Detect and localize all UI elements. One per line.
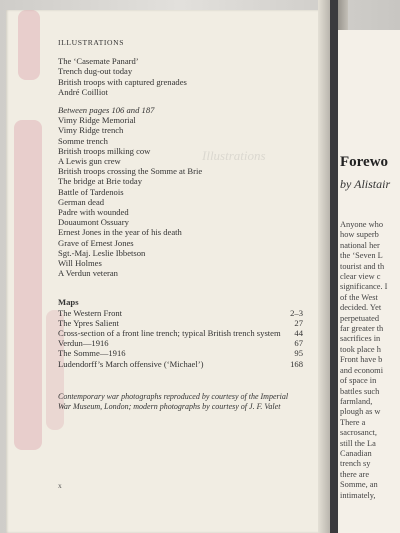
foreword-text <box>340 220 400 501</box>
map-page-number: 95 <box>294 348 303 359</box>
book-binding <box>330 0 338 533</box>
illustrations-heading: ILLUSTRATIONS <box>58 38 125 47</box>
map-label: The Western Front <box>58 307 123 318</box>
pink-stain-top <box>18 10 40 80</box>
list-item: Sgt.-Maj. Leslie Ibbetson <box>58 247 146 258</box>
map-label: Ludendorff’s March offensive (‘Michael’) <box>58 358 204 369</box>
list-item: British troops with captured grenades <box>58 76 187 87</box>
maps-heading: Maps <box>58 297 79 308</box>
text-line: took place h <box>340 344 381 354</box>
text-line: sacrifices in <box>340 334 381 344</box>
list-item: German dead <box>58 196 105 207</box>
illustrations-list-content <box>58 38 318 412</box>
map-page-number: 27 <box>294 317 303 328</box>
text-line: perpetuated <box>340 313 380 323</box>
map-entry <box>58 308 303 318</box>
foreword-title: Forewo <box>340 154 389 170</box>
text-line: national her <box>340 240 380 250</box>
list-item: André Coilliot <box>58 86 108 97</box>
list-item: Douaumont Ossuary <box>58 217 129 228</box>
map-page-number: 168 <box>290 358 303 369</box>
list-item: Somme trench <box>58 135 108 146</box>
list-item: The bridge at Brie today <box>58 176 142 187</box>
text-line: clear view c <box>340 272 381 282</box>
list-item: Trench dug-out today <box>58 66 133 77</box>
text-line: and economi <box>340 365 384 375</box>
map-entry <box>58 328 303 338</box>
list-item: Padre with wounded <box>58 207 129 218</box>
text-line: still the La <box>340 438 376 448</box>
text-line: There a <box>340 417 366 427</box>
text-line: the ‘Seven L <box>340 251 383 261</box>
list-item: Will Holmes <box>58 258 102 269</box>
list-item: The ‘Casemate Panard’ <box>58 56 139 67</box>
text-line: intimately, <box>340 490 376 500</box>
credit-line: War Museum, London; modern photographs by courtesy of J. F. Valet <box>58 401 281 411</box>
list-item: Vimy Ridge trench <box>58 125 124 136</box>
between-pages-note: Between pages 106 and 187 <box>58 105 155 116</box>
map-entry <box>58 348 303 358</box>
illustrations-list-b <box>58 115 318 278</box>
text-line: there are <box>340 469 370 479</box>
text-line: Anyone who <box>340 220 384 229</box>
text-line: of space in <box>340 376 377 386</box>
text-line: Canadian <box>340 448 372 458</box>
map-label: Verdun—1916 <box>58 338 109 349</box>
text-line: of the West <box>340 292 378 302</box>
text-line: battles such <box>340 386 380 396</box>
list-item: Ernest Jones in the year of his death <box>58 227 182 238</box>
show-through-heading: Illustrations <box>202 148 266 163</box>
photo-credit <box>58 392 308 412</box>
map-page-number: 44 <box>294 328 303 339</box>
list-item: Grave of Ernest Jones <box>58 237 134 248</box>
credit-line: Contemporary war photographs reproduced by courtesy of the Imperial <box>58 391 289 401</box>
map-label: Cross-section of a front line trench; typical British trench system <box>58 328 281 339</box>
text-line: farmland, <box>340 396 373 406</box>
text-line: significance. I <box>340 282 388 292</box>
list-item: Battle of Tardenois <box>58 186 124 197</box>
list-item: A Lewis gun crew <box>58 156 121 167</box>
list-item: British troops crossing the Somme at Brie <box>58 166 203 177</box>
list-item: Vimy Ridge Memorial <box>58 115 136 126</box>
text-line: how superb <box>340 230 379 240</box>
map-entry <box>58 318 303 328</box>
list-item: A Verdun veteran <box>58 268 118 279</box>
map-label: The Ypres Salient <box>58 317 119 328</box>
text-line: far greater th <box>340 324 384 334</box>
illustrations-list-a <box>58 56 318 97</box>
pink-stain-middle <box>14 120 42 450</box>
text-line: Front have b <box>340 355 383 365</box>
text-line: Somme, an <box>340 480 378 490</box>
map-page-number: 2–3 <box>290 307 303 318</box>
text-line: trench sy <box>340 459 371 469</box>
text-line: tourist and th <box>340 261 385 271</box>
right-book-page <box>338 30 400 533</box>
map-label: The Somme—1916 <box>58 348 126 359</box>
map-entry <box>58 359 303 369</box>
map-entry <box>58 338 303 348</box>
maps-list <box>58 308 318 369</box>
list-item: British troops milking cow <box>58 145 151 156</box>
text-line: plough as w <box>340 407 381 417</box>
text-line: sacrosanct, <box>340 428 377 438</box>
map-page-number: 67 <box>294 338 303 349</box>
foreword-byline: by Alistair <box>340 177 391 191</box>
text-line: decided. Yet <box>340 303 382 313</box>
page-number: x <box>58 481 62 490</box>
